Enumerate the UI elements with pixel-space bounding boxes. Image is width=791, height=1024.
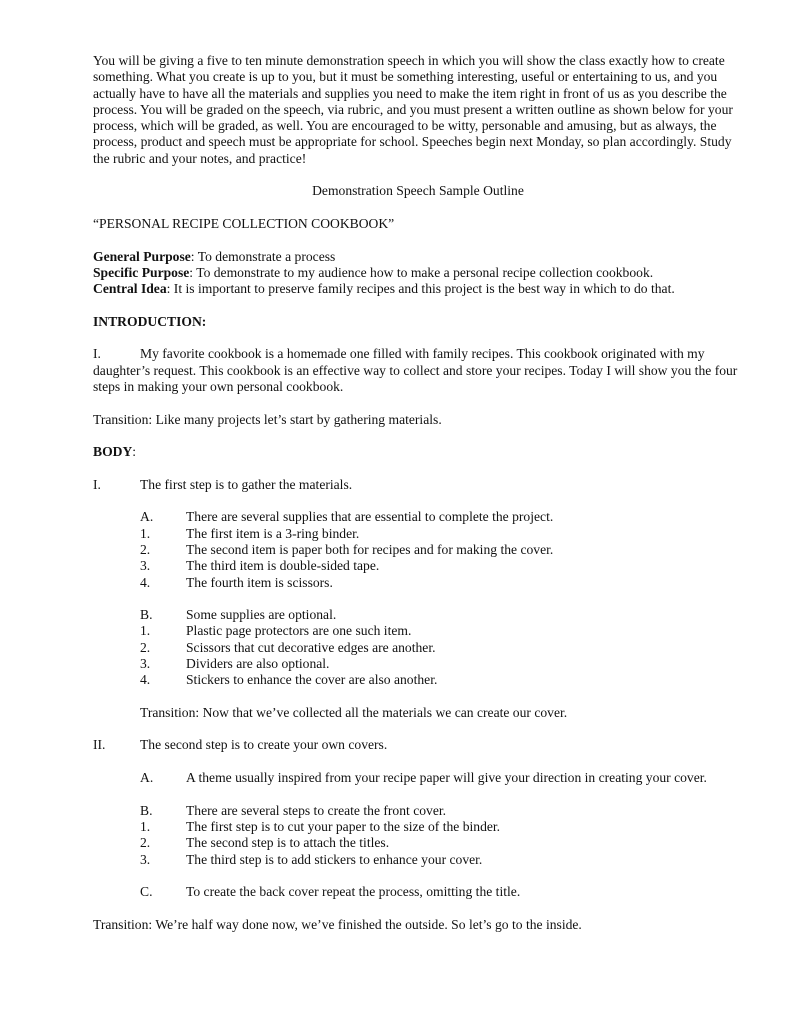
line-marker: C. xyxy=(140,884,153,900)
subgroup xyxy=(93,509,743,590)
outline-line xyxy=(93,672,743,688)
introduction-marker: I. xyxy=(93,346,101,362)
line-marker: 3. xyxy=(140,558,151,574)
outline-line xyxy=(93,526,743,542)
line-text: The first step is to cut your paper to the size of the binder. xyxy=(186,818,501,834)
subgroup xyxy=(93,770,743,786)
main-point-marker: II. xyxy=(93,737,106,753)
line-text: The third step is to add stickers to enhance your cover. xyxy=(186,851,483,867)
line-text: The third item is double-sided tape. xyxy=(186,558,380,574)
outline-line xyxy=(93,819,743,835)
assignment-instructions: You will be giving a five to ten minute demonstration speech in which you will show the class exactly how to create something. What you create is up to you, but it must be something interesting, useful or entertaining to us, and you actually have to have all the materials and supplies you need to make the item right in front of us as you describe the process. You will be graded on the speech, via rubric, and you must present a written outline as shown below for your process, which will be graded, as well. You are encouraged to be witty, personable and amusing, but as always, the process, product and speech must be appropriate for school. Speeches begin next Monday, so plan accordingly. Study the rubric and your notes, and practice! xyxy=(93,53,733,166)
line-marker: 4. xyxy=(140,574,151,590)
outline-line xyxy=(93,542,743,558)
subgroup xyxy=(93,607,743,688)
line-text: Plastic page protectors are one such item. xyxy=(186,623,412,639)
line-marker: B. xyxy=(140,802,153,818)
line-marker: 2. xyxy=(140,639,151,655)
introduction-heading: INTRODUCTION: xyxy=(93,313,207,329)
outline-line xyxy=(93,623,743,639)
outline-line xyxy=(93,656,743,672)
final-transition: Transition: We’re half way done now, we’ve finished the outside. So let’s go to the inside. xyxy=(93,916,582,932)
outline-line xyxy=(93,640,743,656)
central-idea xyxy=(93,281,743,297)
general-purpose xyxy=(93,249,743,265)
subgroup xyxy=(93,884,743,900)
line-text: Some supplies are optional. xyxy=(186,607,337,623)
outline-line xyxy=(93,575,743,591)
line-text: The fourth item is scissors. xyxy=(186,574,333,590)
general-purpose-text: : To demonstrate a process xyxy=(190,248,336,264)
line-marker: 2. xyxy=(140,835,151,851)
document-page xyxy=(93,53,743,933)
specific-purpose-text: : To demonstrate to my audience how to make a personal recipe collection cookbook. xyxy=(189,264,654,280)
line-text: The second step is to attach the titles. xyxy=(186,835,390,851)
body-heading-label: BODY xyxy=(93,444,133,460)
outline-line xyxy=(93,852,743,868)
point-transition: Transition: Now that we’ve collected all the materials we can create our cover. xyxy=(140,704,568,720)
line-marker: 1. xyxy=(140,525,151,541)
outline-line xyxy=(93,607,743,623)
main-point-text: The second step is to create your own covers. xyxy=(140,737,388,753)
outline-line xyxy=(93,770,743,786)
line-marker: 4. xyxy=(140,672,151,688)
line-marker: 1. xyxy=(140,818,151,834)
line-marker: B. xyxy=(140,607,153,623)
line-text: To create the back cover repeat the process, omitting the title. xyxy=(186,884,521,900)
speech-title: “PERSONAL RECIPE COLLECTION COOKBOOK” xyxy=(93,215,395,231)
main-point-marker: I. xyxy=(93,476,101,492)
central-idea-text: : It is important to preserve family recipes and this project is the best way in which to do that. xyxy=(166,281,675,297)
line-text: There are several supplies that are essential to complete the project. xyxy=(186,509,554,525)
introduction-point xyxy=(93,346,743,395)
outline-line xyxy=(93,835,743,851)
main-point xyxy=(93,477,743,493)
line-marker: 2. xyxy=(140,541,151,557)
outline-title: Demonstration Speech Sample Outline xyxy=(312,183,524,199)
line-text: Scissors that cut decorative edges are another. xyxy=(186,639,436,655)
line-text: A theme usually inspired from your recipe paper will give your direction in creating your cover. xyxy=(186,770,707,786)
line-marker: A. xyxy=(140,770,154,786)
line-marker: 3. xyxy=(140,655,151,671)
line-text: There are several steps to create the front cover. xyxy=(186,802,447,818)
subgroup xyxy=(93,803,743,868)
line-text: The second item is paper both for recipes and for making the cover. xyxy=(186,541,554,557)
introduction-transition: Transition: Like many projects let’s start by gathering materials. xyxy=(93,411,442,427)
outline-line xyxy=(93,803,743,819)
line-text: Stickers to enhance the cover are also another. xyxy=(186,672,438,688)
line-marker: 3. xyxy=(140,851,151,867)
specific-purpose-label: Specific Purpose xyxy=(93,264,190,280)
introduction-text: My favorite cookbook is a homemade one filled with family recipes. This cookbook originated with my daughter’s request. This cookbook is an effective way to collect and store your recipes. Today I will show you the four steps in making your own personal cookbook. xyxy=(93,346,738,394)
line-text: Dividers are also optional. xyxy=(186,655,330,671)
body-heading-suffix: : xyxy=(132,444,137,460)
central-idea-label: Central Idea xyxy=(93,281,167,297)
outline-line xyxy=(93,884,743,900)
general-purpose-label: General Purpose xyxy=(93,248,191,264)
main-point-text: The first step is to gather the materials. xyxy=(140,476,353,492)
main-point xyxy=(93,737,743,753)
line-marker: A. xyxy=(140,509,154,525)
purposes-section xyxy=(93,249,743,298)
outline-line xyxy=(93,558,743,574)
line-marker: 1. xyxy=(140,623,151,639)
specific-purpose xyxy=(93,265,743,281)
outline-line xyxy=(93,509,743,525)
line-text: The first item is a 3-ring binder. xyxy=(186,525,360,541)
body-heading xyxy=(93,444,743,460)
